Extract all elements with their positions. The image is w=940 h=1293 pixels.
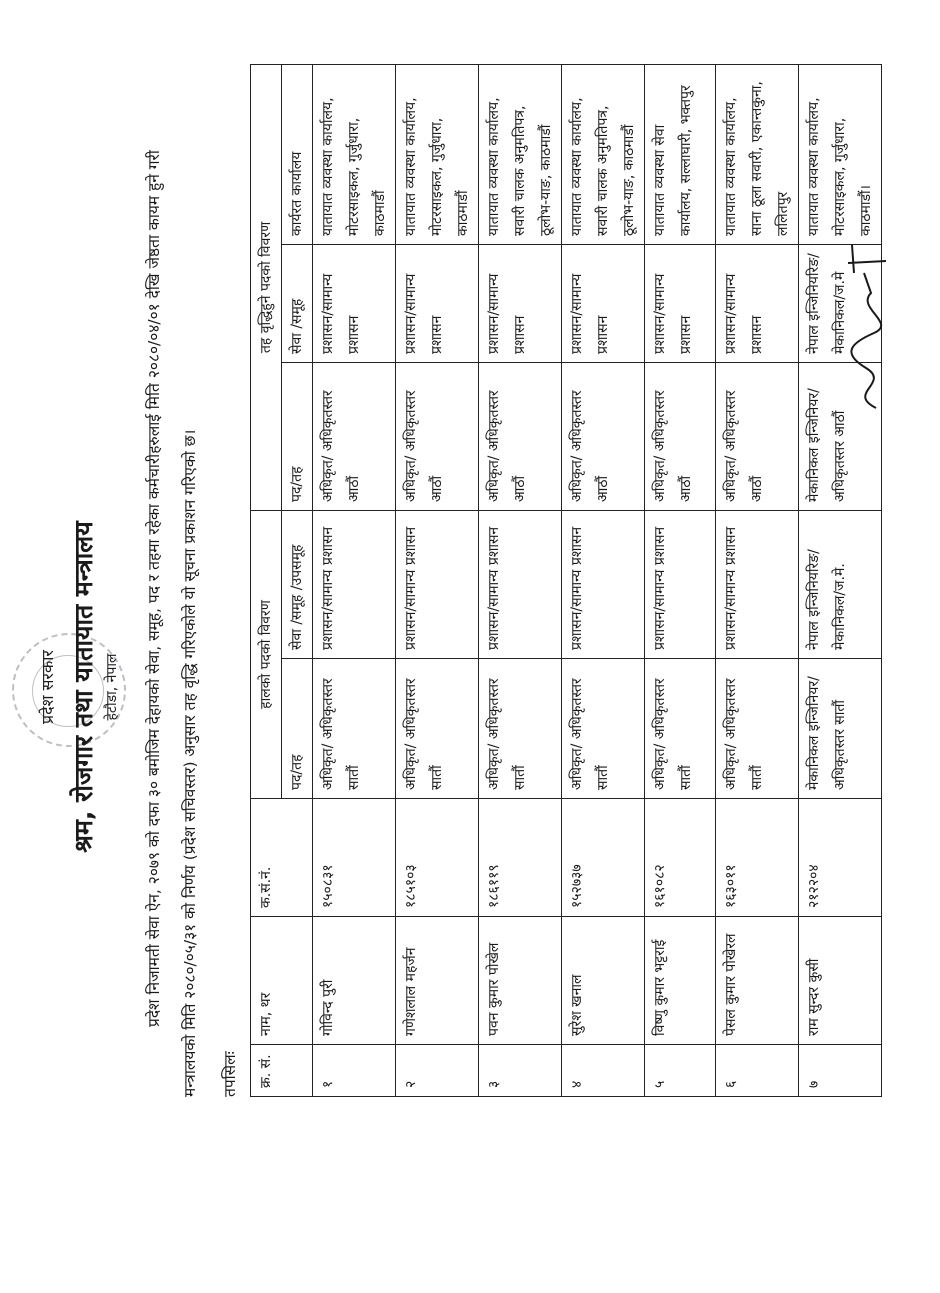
cell-sn: ३ [479, 1045, 562, 1097]
header-code: क.सं.नं. [251, 799, 313, 917]
cell-code: १६१०८२ [645, 799, 716, 917]
header-name: नाम, थर [251, 917, 313, 1045]
cell-new-post: अधिकृत/ अधिकृतस्तर आठौं [396, 362, 479, 510]
promotion-table [250, 64, 882, 1097]
table-row [479, 64, 562, 1096]
cell-new-post: अधिकृत/ अधिकृतस्तर आठौं [645, 362, 716, 510]
cell-new-service: प्रशासन/सामान्य प्रशासन [716, 244, 799, 362]
cell-new-post: मेकानिकल इन्जिनियर/ अधिकृतस्तर आठौं [799, 362, 882, 510]
cell-name: पवन कुमार पोखेल [479, 917, 562, 1045]
cell-office: यातायात व्यवस्था सेवा कार्यालय, सल्लाघारी, भक्तपुर [645, 64, 716, 244]
cell-code: १८५१०३ [396, 799, 479, 917]
cell-name: पेसल कुमार पोखेरल [716, 917, 799, 1045]
cell-new-post: अधिकृत/ अधिकृतस्तर आठौं [313, 362, 396, 510]
cell-name: सुरेश खनाल [562, 917, 645, 1045]
cell-post: अधिकृत/ अधिकृतस्तर सातौं [479, 659, 562, 799]
notice-paragraph: प्रदेश निजामती सेवा ऐन, २०७९ को दफा ३० बमोजिम देहायको सेवा, समूह, पद र तहमा रहेका कर्मचारीहरुलाई मिति २०८०/०४/०१ देखि जेष्ठता कायम हुने गरी मन्त्रालयको मिति २०८०/०५/३१ को निर्णय (प्रदेश सचिवस्तर) अनुसार तह वृद्धि गरिएकोले यो सूचना प्रकाशन गरिएको छ। [145, 150, 199, 1097]
header-new-post-level: पद/तह [282, 362, 313, 510]
cell-sn: २ [396, 1045, 479, 1097]
cell-sn: ६ [716, 1045, 799, 1097]
header-current-post: हालको पदको विवरण [251, 510, 282, 798]
cell-name: गणेशलाल महर्जन [396, 917, 479, 1045]
cell-code: २१२२०४ [799, 799, 882, 917]
cell-new-service: प्रशासन/सामान्य प्रशासन [313, 244, 396, 362]
cell-new-service: नेपाल इन्जिनियरिङ/ मेकानिकल/ज.मे [799, 244, 882, 362]
cell-name: विष्णु कुमार भट्टराई [645, 917, 716, 1045]
cell-post: अधिकृत/ अधिकृतस्तर सातौं [396, 659, 479, 799]
cell-sn: ७ [799, 1045, 882, 1097]
header-post-level: पद/तह [282, 659, 313, 799]
cell-post: अधिकृत/ अधिकृतस्तर सातौं [716, 659, 799, 799]
table-body [313, 64, 882, 1096]
table-row [562, 64, 645, 1096]
header-promoted-post: तह वृद्धिहुने पदको विवरण [251, 64, 282, 510]
table-row [799, 64, 882, 1096]
cell-new-post: अधिकृत/ अधिकृतस्तर आठौं [716, 362, 799, 510]
cell-sn: ५ [645, 1045, 716, 1097]
cell-office: यातायात व्यवस्था कार्यालय, साना ठूला सवारी, एकान्तकुना, ललितपुर [716, 64, 799, 244]
cell-new-service: प्रशासन/सामान्य प्रशासन [396, 244, 479, 362]
cell-service: प्रशासन/सामान्य प्रशासन [716, 510, 799, 658]
cell-office: यातायात व्यवस्था कार्यालय, मोटरसाइकल, गुर्जुधारा, काठमाडौं [396, 64, 479, 244]
signature-icon [836, 233, 896, 413]
cell-new-post: अधिकृत/ अधिकृतस्तर आठौं [479, 362, 562, 510]
office-location: हेटौडा, नेपाल [104, 653, 120, 721]
tapasil-label: तपसिलः [221, 1051, 239, 1097]
cell-service: प्रशासन/सामान्य प्रशासन [479, 510, 562, 658]
cell-new-service: प्रशासन/सामान्य प्रशासन [562, 244, 645, 362]
cell-new-service: प्रशासन/सामान्य प्रशासन [479, 244, 562, 362]
cell-code: १८६११९ [479, 799, 562, 917]
cell-post: मेकानिकल इन्जिनियर/ अधिकृतस्तर सातौं [799, 659, 882, 799]
cell-new-service: प्रशासन/सामान्य प्रशासन [645, 244, 716, 362]
header-office: कार्यरत कार्यालय [282, 64, 313, 244]
cell-service: प्रशासन/सामान्य प्रशासन [562, 510, 645, 658]
table-row [645, 64, 716, 1096]
cell-service: नेपाल इन्जिनियरिङ/ मेकानिकल/ज.मे. [799, 510, 882, 658]
cell-office: यातायात व्यवस्था कार्यालय, मोटरसाइकल, गुर्जुधारा, काठमाडौं। [799, 64, 882, 244]
cell-name: राम सुन्दर कुसी [799, 917, 882, 1045]
government-name: प्रदेश सरकार [38, 650, 57, 724]
cell-office: यातायात व्यवस्था कार्यालय, मोटरसाइकल, गुर्जुधारा, काठमाडौं [313, 64, 396, 244]
cell-service: प्रशासन/सामान्य प्रशासन [313, 510, 396, 658]
cell-code: १५२७३७ [562, 799, 645, 917]
table-row [396, 64, 479, 1096]
cell-name: गोविन्द पुरी [313, 917, 396, 1045]
cell-post: अधिकृत/ अधिकृतस्तर सातौं [645, 659, 716, 799]
table-row [313, 64, 396, 1096]
cell-code: १६३०११ [716, 799, 799, 917]
cell-post: अधिकृत/ अधिकृतस्तर सातौं [313, 659, 396, 799]
header-service-group: सेवा /समूह [282, 244, 313, 362]
header-service-group-subgroup: सेवा /समूह /उपसमूह [282, 510, 313, 658]
cell-sn: १ [313, 1045, 396, 1097]
cell-sn: ४ [562, 1045, 645, 1097]
table-row [716, 64, 799, 1096]
cell-post: अधिकृत/ अधिकृतस्तर सातौं [562, 659, 645, 799]
cell-code: १५०८३१ [313, 799, 396, 917]
cell-office: यातायात व्यवस्था कार्यालय, सवारी चालक अनुमतिपत्र, ठूलोभ-याङ, काठमाडौं [562, 64, 645, 244]
cell-office: यातायात व्यवस्था कार्यालय, सवारी चालक अनुमतिपत्र, ठूलोभ-याङ, काठमाडौं [479, 64, 562, 244]
header-sn: क्र. सं. [251, 1045, 313, 1097]
ministry-title: श्रम, रोजगार तथा यातायात मन्त्रालय [69, 521, 98, 853]
cell-service: प्रशासन/सामान्य प्रशासन [396, 510, 479, 658]
cell-service: प्रशासन/सामान्य प्रशासन [645, 510, 716, 658]
cell-new-post: अधिकृत/ अधिकृतस्तर आठौं [562, 362, 645, 510]
